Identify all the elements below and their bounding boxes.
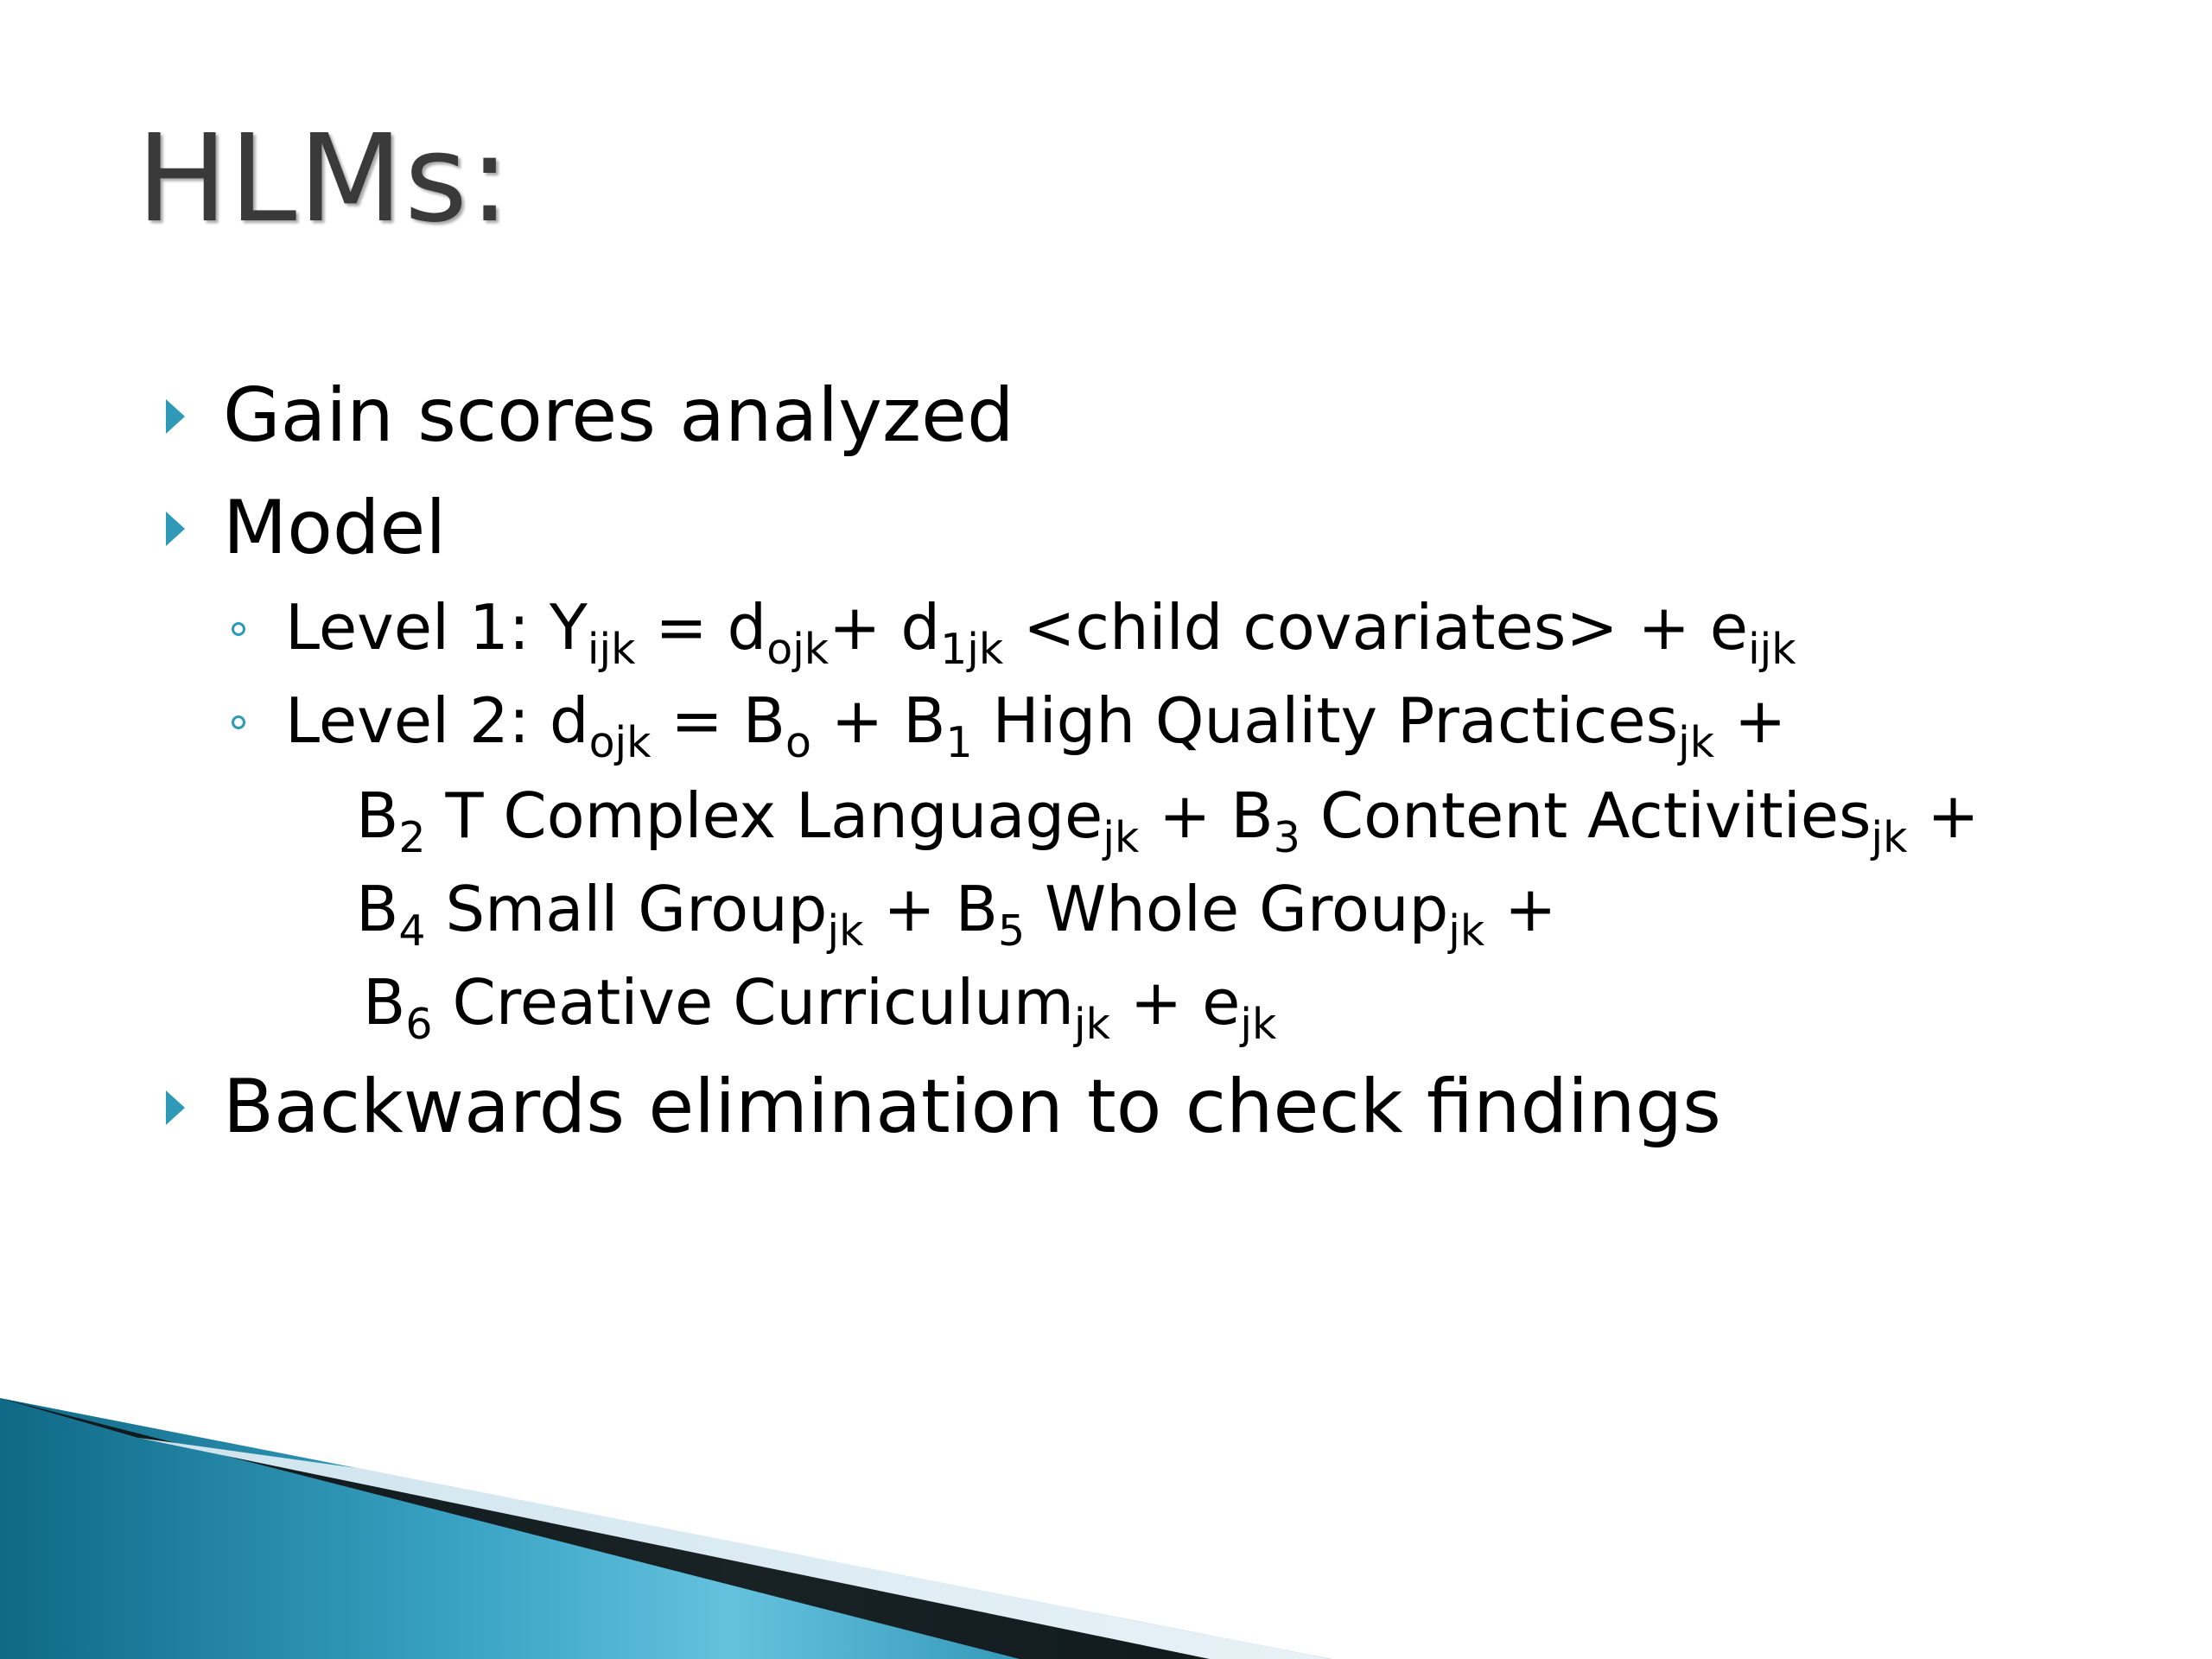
level-2-equation: Level 2: $d_{ojk} = B_o + B_1$ High Quality Practices$_{jk}$ +: [285, 684, 1787, 768]
level-2-equation-line-2: $B_2$ T Complex Language$_{jk}$ + $B_3$ Content Activities$_{jk}$ +: [356, 779, 1980, 863]
level-1-equation: Level 1: $Y_{ijk} = d_{ojk}+ d_{1jk}$ <child covariates> + $e_{ijk}$: [285, 591, 1796, 675]
bullet-text: Gain scores analyzed: [223, 372, 1014, 459]
level-2-equation-line-4: $B_6$ Creative Curriculum$_{jk}$ + $e_{jk}$: [363, 966, 1277, 1050]
bullet-text: Backwards elimination to check findings: [223, 1064, 1721, 1150]
bullet-text: Model: [223, 485, 447, 571]
level-2-equation-line-3: $B_4$ Small Group$_{jk}$ + $B_5$ Whole Group$_{jk}$ +: [356, 873, 1557, 957]
slide-title: HLMs:: [137, 109, 512, 250]
